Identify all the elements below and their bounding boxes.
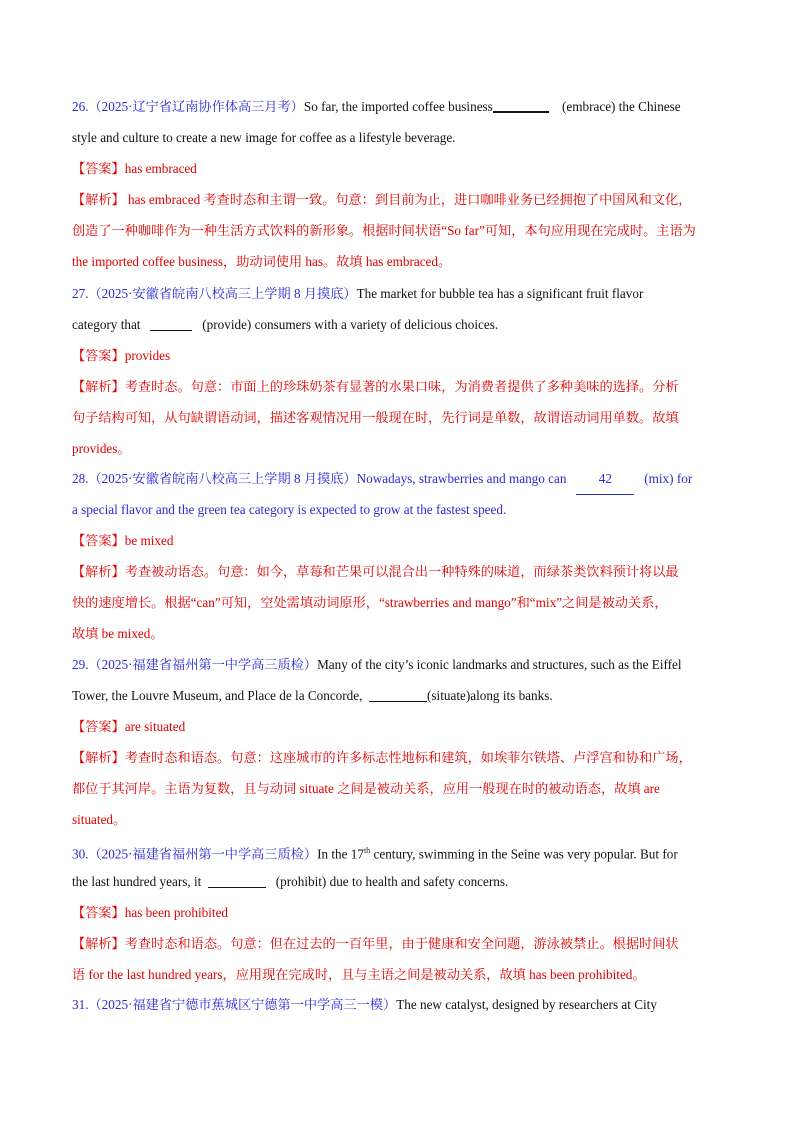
answer-text: be mixed — [124, 533, 174, 548]
analysis-text: 故填 be mixed。 — [72, 626, 164, 641]
stem-text: The market for bubble tea has a significant fruit flavor — [356, 286, 644, 301]
answer-text: provides — [124, 348, 171, 363]
analysis-text: has embraced 考查时态和主谓一致。句意：到目前为止，进口咖啡业务已经拥抱了中国风和文化， — [124, 192, 692, 207]
question-27 — [72, 278, 732, 464]
question-number: 30. — [72, 846, 89, 862]
analysis-text: 考查被动语态。句意：如今，草莓和芒果可以混合出一种特殊的味道，而绿茶类饮料预计将以最 — [124, 564, 679, 579]
question-30 — [72, 835, 732, 990]
analysis-text: 快的速度增长。根据“can”可知，空处需填动词原形，“strawberries and mango”和“mix”之间是被动关系， — [72, 595, 668, 610]
answer-line — [72, 711, 732, 742]
analysis-label: 【解析】 — [72, 564, 125, 579]
stem-text: century, swimming in the Seine was very popular. But for — [370, 846, 678, 862]
question-number: 29. — [72, 657, 89, 672]
question-stem-line2 — [72, 309, 732, 340]
question-26 — [72, 91, 732, 277]
analysis-label: 【解析】 — [72, 192, 125, 207]
answer-label: 【答案】 — [72, 533, 125, 548]
stem-text: Tower, the Louvre Museum, and Place de la Concorde, — [72, 688, 363, 703]
question-source: （2025·安徽省皖南八校高三上学期 8 月摸底） — [88, 471, 357, 486]
question-29 — [72, 649, 732, 835]
question-source: （2025·福建省宁德市蕉城区宁德第一中学高三一模） — [88, 997, 397, 1012]
question-stem — [72, 278, 732, 309]
analysis-text: provides。 — [72, 441, 131, 456]
answer-label: 【答案】 — [72, 905, 125, 920]
question-source: （2025·辽宁省辽南协作体高三月考） — [88, 99, 304, 114]
question-stem — [72, 91, 732, 122]
question-number: 27. — [72, 286, 89, 301]
answer-line — [72, 153, 732, 184]
answer-blank — [369, 687, 427, 702]
analysis-label: 【解析】 — [72, 936, 125, 951]
stem-text: (mix) for — [644, 471, 693, 486]
stem-text: (provide) consumers with a variety of delicious choices. — [202, 317, 499, 332]
question-number: 31. — [72, 997, 89, 1012]
analysis-line — [72, 556, 732, 587]
question-number: 26. — [72, 99, 89, 114]
answer-blank — [150, 316, 192, 331]
superscript: th — [363, 846, 371, 855]
analysis-text: situated。 — [72, 812, 127, 827]
question-source: （2025·安徽省皖南八校高三上学期 8 月摸底） — [88, 286, 357, 301]
analysis-line — [72, 184, 732, 215]
question-stem — [72, 989, 732, 1020]
answer-label: 【答案】 — [72, 161, 125, 176]
question-31 — [72, 989, 732, 1020]
stem-text: category that — [72, 317, 141, 332]
stem-text: Nowadays, strawberries and mango can — [356, 471, 567, 486]
question-28 — [72, 463, 732, 649]
stem-text: style and culture to create a new image for coffee as a lifestyle beverage. — [72, 130, 456, 145]
analysis-text: 考查时态和语态。句意：但在过去的一百年里，由于健康和安全问题，游泳被禁止。根据时间状 — [124, 936, 679, 951]
blank-number: 42 — [576, 463, 634, 495]
stem-text: The new catalyst, designed by researchers at City — [396, 997, 657, 1012]
answer-line — [72, 897, 732, 928]
question-stem-line2 — [72, 680, 732, 711]
answer-label: 【答案】 — [72, 719, 125, 734]
stem-text: (embrace) the Chinese — [562, 99, 681, 114]
analysis-text: the imported coffee business，助动词使用 has。故填 has embraced。 — [72, 254, 452, 269]
answer-text: are situated — [124, 719, 186, 734]
stem-text: In the 17 — [317, 846, 364, 862]
answer-text: has been prohibited — [124, 905, 229, 920]
analysis-line — [72, 742, 732, 773]
stem-text: (prohibit) due to health and safety concerns. — [275, 874, 509, 889]
stem-text: So far, the imported coffee business — [303, 99, 493, 114]
analysis-text: 考查时态。句意：市面上的珍珠奶茶有显著的水果口味，为消费者提供了多种美味的选择。分析 — [124, 379, 679, 394]
stem-text: a special flavor and the green tea category is expected to grow at the fastest speed. — [72, 502, 507, 517]
question-stem-line2 — [72, 866, 732, 897]
analysis-line — [72, 371, 732, 402]
stem-text: Many of the city’s iconic landmarks and structures, such as the Eiffel — [317, 657, 682, 672]
answer-line — [72, 340, 732, 371]
question-source: （2025·福建省福州第一中学高三质检） — [88, 846, 318, 862]
question-source: （2025·福建省福州第一中学高三质检） — [88, 657, 318, 672]
analysis-line — [72, 928, 732, 959]
answer-line — [72, 525, 732, 556]
analysis-text: 考查时态和语态。句意：这座城市的许多标志性地标和建筑，如埃菲尔铁塔、卢浮宫和协和广场， — [124, 750, 692, 765]
analysis-label: 【解析】 — [72, 750, 125, 765]
question-stem — [72, 463, 732, 494]
question-stem — [72, 649, 732, 680]
answer-text: has embraced — [124, 161, 197, 176]
analysis-text: 句子结构可知，从句缺谓语动词，描述客观情况用一般现在时，先行词是单数，故谓语动词用单数。故填 — [72, 410, 679, 425]
stem-text: (situate)along its banks. — [427, 688, 553, 703]
answer-blank — [208, 873, 266, 888]
answer-blank — [493, 97, 549, 113]
analysis-text: 都位于其河岸。主语为复数，且与动词 situate 之间是被动关系，应用一般现在时的被动语态，故填 are — [72, 781, 660, 796]
stem-text: the last hundred years, it — [72, 874, 202, 889]
analysis-text: 创造了一种咖啡作为一种生活方式饮料的新形象。根据时间状语“So far”可知，本句应用现在完成时。主语为 — [72, 223, 696, 238]
question-number: 28. — [72, 471, 89, 486]
analysis-text: 语 for the last hundred years，应用现在完成时，且与主语之间是被动关系，故填 has been prohibited。 — [72, 967, 646, 982]
analysis-label: 【解析】 — [72, 379, 125, 394]
question-stem — [72, 835, 732, 866]
answer-label: 【答案】 — [72, 348, 125, 363]
